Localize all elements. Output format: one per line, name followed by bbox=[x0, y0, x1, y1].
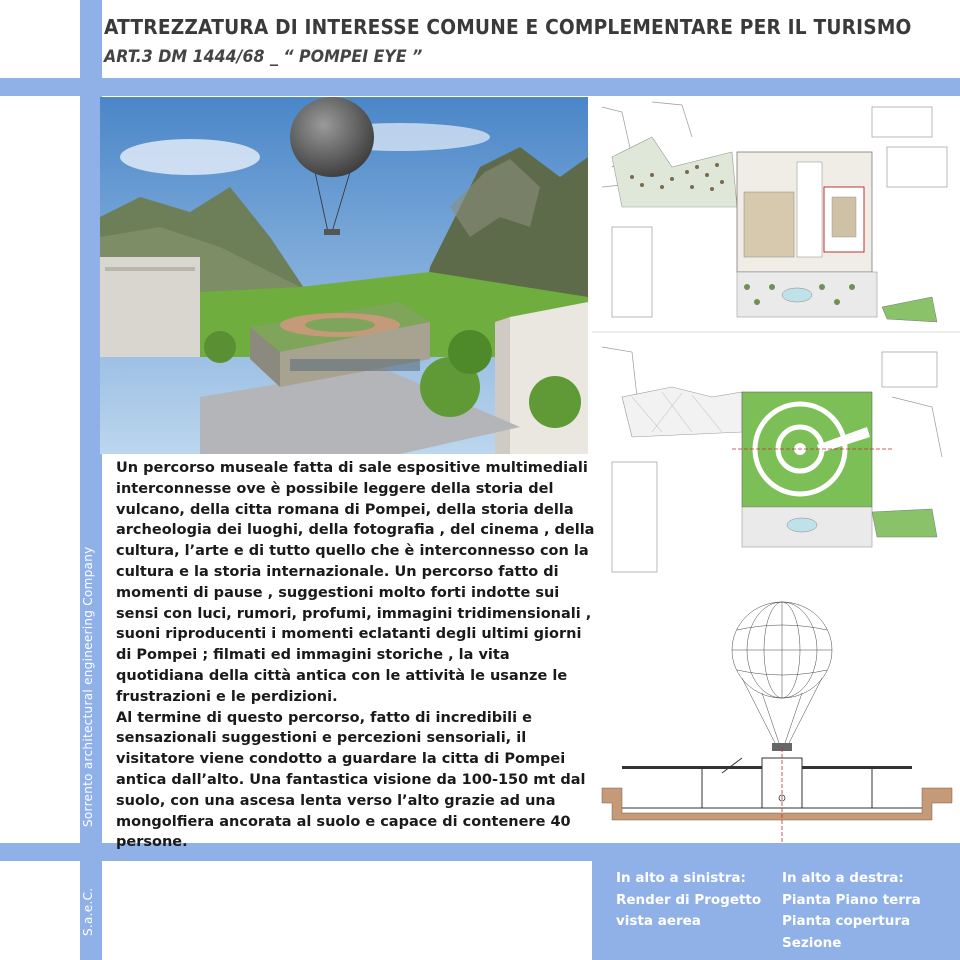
description-text bbox=[116, 458, 596, 853]
caption-right-line: Pianta Piano terra bbox=[782, 891, 921, 908]
company-vertical-label: Sorrento architectural engineering Company bbox=[81, 546, 95, 827]
acronym-vertical-label: S.a.e.C. bbox=[81, 887, 95, 936]
top-band bbox=[0, 78, 960, 96]
caption-right-line: Sezione bbox=[782, 934, 842, 951]
page-subtitle: ART.3 DM 1444/68 _ “ POMPEI EYE ” bbox=[104, 47, 423, 67]
floor-plans-drawing bbox=[592, 97, 960, 597]
caption-right-line: In alto a destra: bbox=[782, 870, 904, 886]
caption-left bbox=[616, 868, 761, 933]
page-title: ATTREZZATURA DI INTERESSE COMUNE E COMPLEMENTARE PER IL TURISMO bbox=[104, 15, 912, 39]
description-paragraph-1: Un percorso museale fatta di sale espositive multimediali interconnesse ove è possibile leggere della storia del vulcano, della citta romana di Pompei, della storia della archeologia dei luoghi, della fotografia , del cinema , della cultura, l’arte e di tutto quello che è interconnesso con la cultura e la storia internazionale. Un percorso fatto di momenti di pause , suggestioni molto forti indotte sui sensi con luci, rumori, profumi, immagini tridimensionali , suoni riproducenti i momenti eclatanti degli ultimi giorni di Pompei ; filmati ed immagini storiche , la vita quotidiana della città antica con le attività le usanze le frustrazioni e le perdizioni. bbox=[116, 460, 595, 705]
floor-plans-image bbox=[592, 97, 960, 597]
section-drawing-image bbox=[592, 598, 960, 843]
caption-left-line: vista aerea bbox=[616, 913, 701, 929]
section-drawing bbox=[592, 598, 960, 843]
caption-right-line: Pianta copertura bbox=[782, 913, 911, 929]
caption-right bbox=[782, 868, 921, 954]
caption-left-line: Render di Progetto bbox=[616, 891, 762, 908]
description-paragraph-2: Al termine di questo percorso, fatto di incredibili e sensazionali suggestioni e percezioni sensoriali, il visitatore viene condotto a guardare la citta di Pompei antica dall’alto. Una fantastica visione da 100-150 mt dal suolo, con una ascesa lenta verso l’alto grazie ad una mongolfiera ancorata al suolo e capace di contenere 40 persone. bbox=[116, 709, 586, 851]
caption-left-line: In alto a sinistra: bbox=[616, 870, 746, 886]
aerial-render-illustration bbox=[100, 97, 588, 454]
aerial-render-image bbox=[100, 97, 588, 454]
